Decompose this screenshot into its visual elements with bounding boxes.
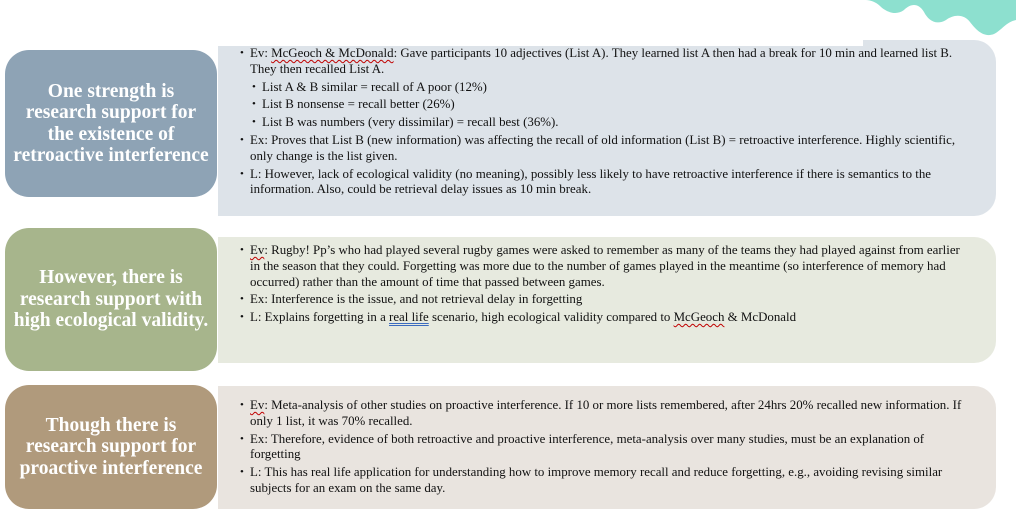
ev-point: • Ev: Rugby! Pp’s who had played several rugby games were asked to remember as many of the teams they had played against from earlier in the season that they could. Forgetting was more due to the number of games played in the meantime (so interference of memory had occurred) rather than the amount of time that passed between games. [240,243,966,290]
sub-point-ab-similar: • List A & B similar = recall of A poor (12%) [240,80,966,96]
content-box-rugby [218,237,996,363]
l-point: • L: However, lack of ecological validity (no meaning), possibly less likely to have retroactive interference if there is semantics to the information. Also, could be retrieval delay issues as 10 min break. [240,167,966,199]
ex-point: • Ex: Therefore, evidence of both retroactive and proactive interference, meta-analysis over many studies, must be an explanation of forgetting [240,432,966,464]
ex-point: • Ex: Interference is the issue, and not retrieval delay in forgetting [240,292,966,308]
ex-point: • Ex: Proves that List B (new information) was affecting the recall of old information (List B) = retroactive interference. Highly scientific, only change is the list given. [240,133,966,165]
l-point: • L: Explains forgetting in a real life scenario, high ecological validity compared to McGeoch & McDonald [240,310,966,326]
content-box-proactive [218,386,996,509]
label-ecological-validity: However, there is research support with high ecological validity. [5,228,217,371]
sub-point-b-nonsense: • List B nonsense = recall better (26%) [240,97,966,113]
label-proactive-support: Though there is research support for proactive interference [5,385,217,509]
puzzle-piece-icon [866,0,1016,38]
real-life-link: real life [389,310,429,325]
puzzle-piece-decoration [866,0,1016,38]
content-box-retroactive [218,40,996,216]
ev-point: • Ev: McGeoch & McDonald: Gave participants 10 adjectives (List A). They learned list A then had a break for 10 min and learned list B. They then recalled List A. [240,46,966,78]
label-retroactive-strength: One strength is research support for the existence of retroactive interference [5,50,217,197]
ev-point: • Ev: Meta-analysis of other studies on proactive interference. If 10 or more lists remembered, after 24hrs 20% recalled new information. If only 1 list, it was 70% recalled. [240,398,966,430]
ev-names: McGeoch & McDonald [271,46,394,60]
l-point: • L: This has real life application for understanding how to improve memory recall and reduce forgetting, e.g., avoiding revising similar subjects for an exam on the same day. [240,465,966,497]
sub-point-b-numbers: • List B was numbers (very dissimilar) = recall best (36%). [240,115,966,131]
content-header-band [218,32,863,46]
